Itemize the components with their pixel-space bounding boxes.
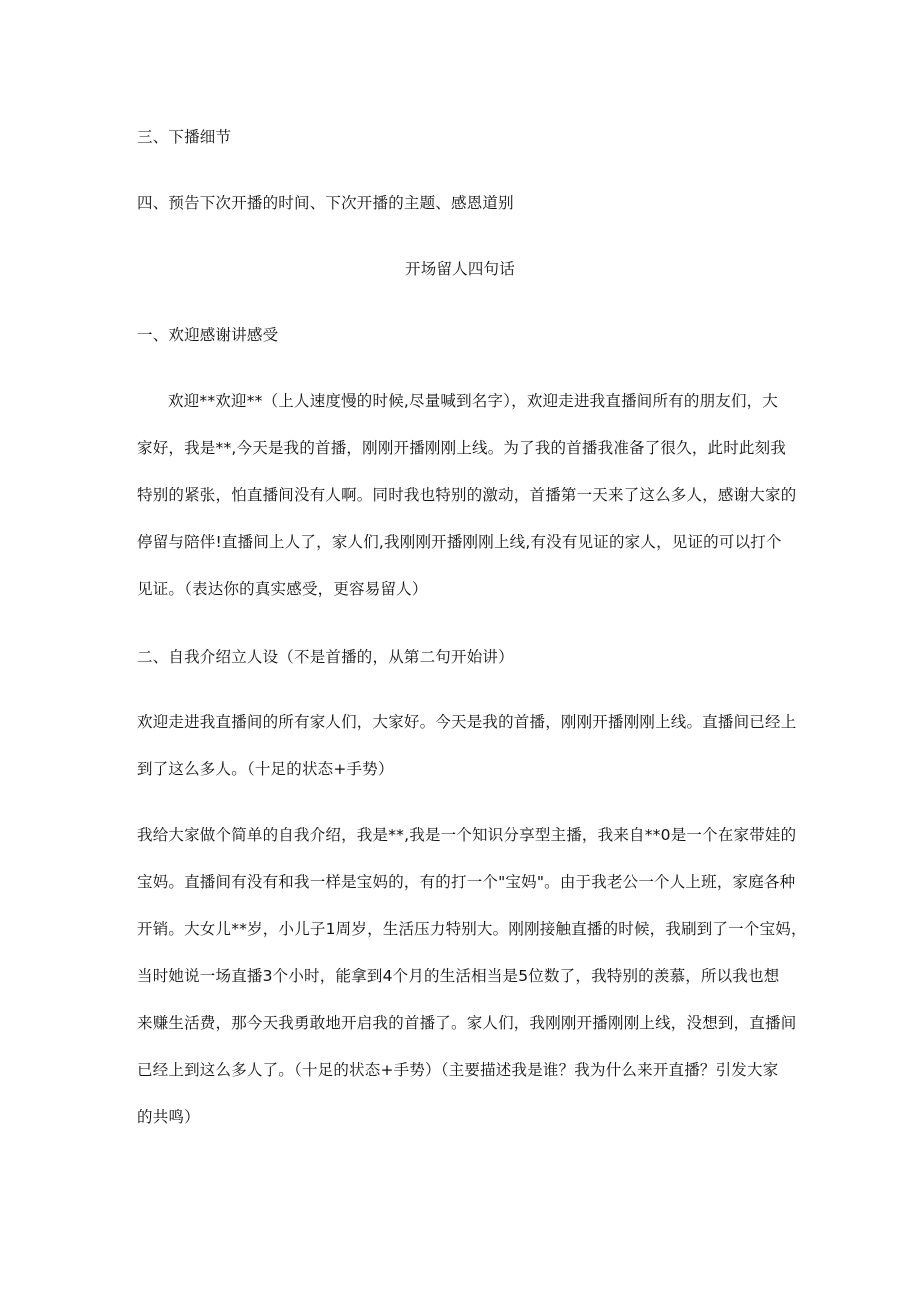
paragraph-3-line-1: 我给大家做个简单的自我介绍，我是**,我是一个知识分享型主播，我来自**0是一个在家带娃的 <box>137 826 797 844</box>
section-2-heading: 二、自我介绍立人设（不是首播的，从第二句开始讲） <box>137 648 514 666</box>
section-4-heading: 四、预告下次开播的时间、下次开播的主题、感恩道别 <box>137 194 514 212</box>
paragraph-1-line-3: 特别的紧张，怕直播间没有人啊。同时我也特别的激动，首播第一天来了这么多人，感谢大家的 <box>137 486 797 504</box>
paragraph-3-line-7: 的共鸣） <box>137 1108 200 1126</box>
paragraph-1-line-4: 停留与陪伴!直播间上人了，家人们,我刚刚开播刚刚上线,有没有见证的家人，见证的可以打个 <box>137 533 782 551</box>
paragraph-3-line-2: 宝妈。直播间有没有和我一样是宝妈的，有的打一个"宝妈"。由于我老公一个人上班，家庭各种 <box>137 873 796 891</box>
document-title: 开场留人四句话 <box>405 260 515 278</box>
paragraph-3-line-4: 当时她说一场直播3个小时，能拿到4个月的生活相当是5位数了，我特别的羡慕，所以我也想 <box>137 967 780 985</box>
paragraph-1-line-5: 见证。（表达你的真实感受，更容易留人） <box>137 580 428 598</box>
paragraph-1-line-2: 家好，我是**,今天是我的首播，刚刚开播刚刚上线。为了我的首播我准备了很久，此时此刻我 <box>137 439 787 457</box>
paragraph-1-line-1: 欢迎**欢迎**（上人速度慢的时候,尽量喊到名字），欢迎走进我直播间所有的朋友们，大 <box>168 392 779 410</box>
paragraph-3-line-6: 已经上到这么多人了。（十足的状态+手势）（主要描述我是谁？我为什么来开直播？引发大家 <box>137 1061 779 1079</box>
paragraph-3-line-3: 开销。大女儿**岁，小儿子1周岁，生活压力特别大。刚刚接触直播的时候，我刷到了一个宝妈， <box>137 920 807 938</box>
paragraph-3-line-5: 来赚生活费，那今天我勇敢地开启我的首播了。家人们，我刚刚开播刚刚上线，没想到，直播间 <box>137 1014 797 1032</box>
paragraph-2-line-1: 欢迎走进我直播间的所有家人们，大家好。今天是我的首播，刚刚开播刚刚上线。直播间已经上 <box>137 713 797 731</box>
section-1-heading: 一、欢迎感谢讲感受 <box>137 326 279 344</box>
paragraph-2-line-2: 到了这么多人。（十足的状态+手势） <box>137 760 394 778</box>
section-3-heading: 三、下播细节 <box>137 128 232 146</box>
